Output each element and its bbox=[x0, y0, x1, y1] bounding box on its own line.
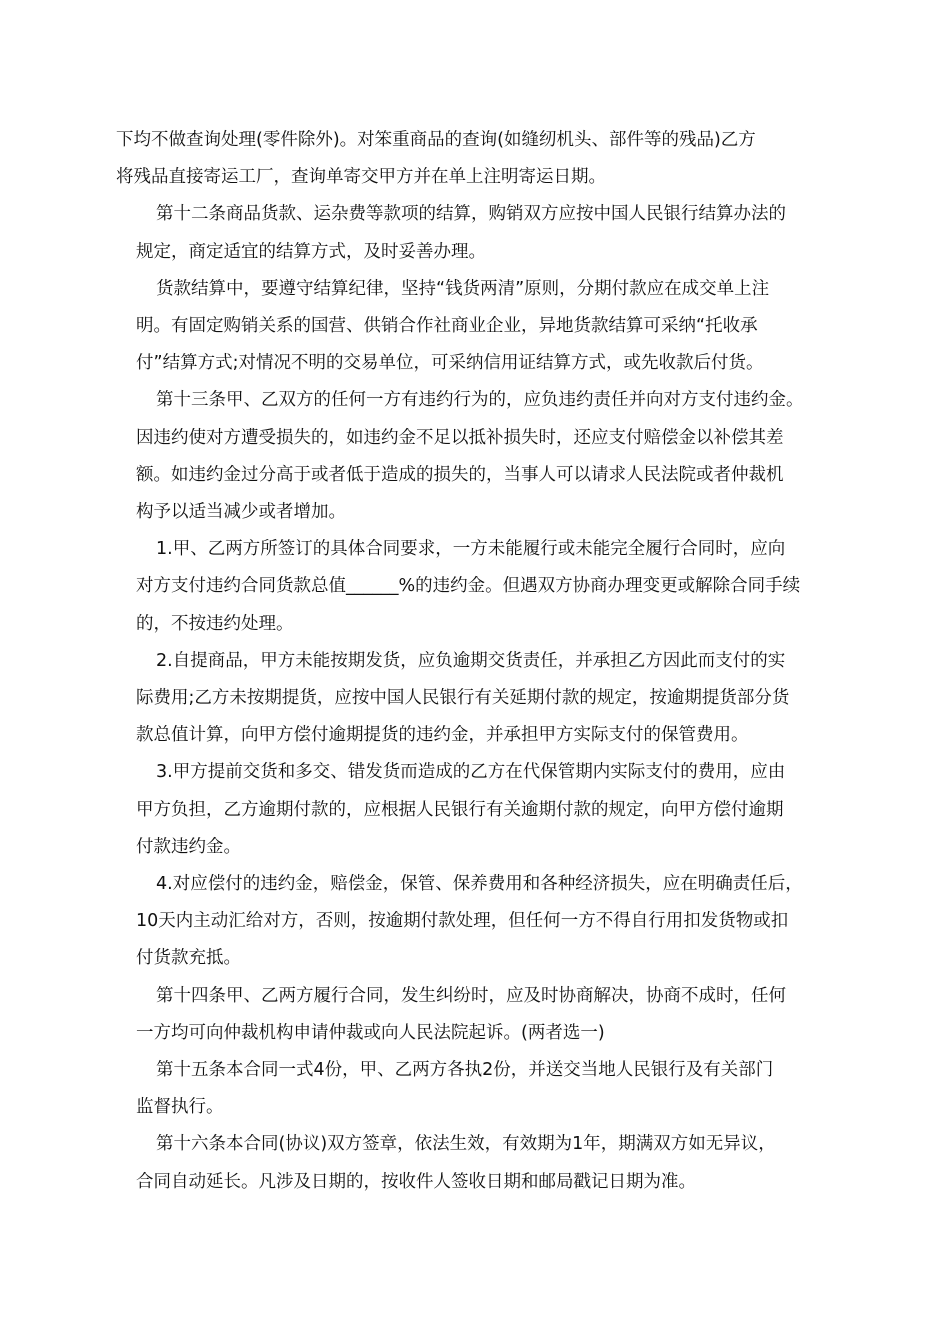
text-line: 第十四条甲、乙两方履行合同，发生纠纷时，应及时协商解决，协商不成时，任何 bbox=[156, 985, 786, 1006]
text-line: 3.甲方提前交货和多交、错发货而造成的乙方在代保管期内实际支付的费用，应由 bbox=[156, 762, 786, 783]
text-line: 际费用;乙方未按期提货，应按中国人民银行有关延期付款的规定，按逾期提货部分货 bbox=[136, 688, 790, 709]
text-line: 甲方负担，乙方逾期付款的，应根据人民银行有关逾期付款的规定，向甲方偿付逾期 bbox=[136, 799, 784, 820]
paragraph bbox=[116, 643, 838, 755]
paragraph bbox=[116, 122, 838, 196]
text-line: 合同自动延长。凡涉及日期的，按收件人签收日期和邮局戳记日期为准。 bbox=[136, 1171, 696, 1192]
text-line: 第十六条本合同(协议)双方签章，依法生效，有效期为1年，期满双方如无异议， bbox=[156, 1134, 776, 1155]
text-line: 第十二条商品货款、运杂费等款项的结算，购销双方应按中国人民银行结算办法的 bbox=[156, 204, 786, 225]
text-line: 第十三条甲、乙双方的任何一方有违约行为的，应负违约责任并向对方支付违约金。 bbox=[156, 390, 804, 411]
paragraph bbox=[116, 1126, 838, 1200]
text-line: 明。有固定购销关系的国营、供销合作社商业企业，异地货款结算可采纳“托收承 bbox=[136, 316, 758, 337]
text-line: 的，不按违约处理。 bbox=[136, 613, 294, 634]
text-line: 货款结算中，要遵守结算纪律，坚持“钱货两清”原则，分期付款应在成交单上注 bbox=[156, 278, 770, 299]
paragraph bbox=[116, 978, 838, 1052]
text-line: 付货款充抵。 bbox=[136, 948, 241, 969]
text-line: 将残品直接寄运工厂，查询单寄交甲方并在单上注明寄运日期。 bbox=[116, 167, 606, 188]
text-line: 4.对应偿付的违约金，赔偿金，保管、保养费用和各种经济损失，应在明确责任后， bbox=[156, 874, 803, 895]
text-line: 下均不做查询处理(零件除外)。对笨重商品的查询(如缝纫机头、部件等的残品)乙方 bbox=[116, 130, 756, 150]
text-line: 款总值计算，向甲方偿付逾期提货的违约金，并承担甲方实际支付的保管费用。 bbox=[136, 725, 749, 746]
text-line: 规定，商定适宜的结算方式，及时妥善办理。 bbox=[136, 241, 486, 262]
text-line: 2.自提商品，甲方未能按期发货，应负逾期交货责任，并承担乙方因此而支付的实 bbox=[156, 650, 786, 671]
paragraph bbox=[116, 754, 838, 866]
text-line: 付”结算方式;对情况不明的交易单位，可采纳信用证结算方式，或先收款后付货。 bbox=[136, 353, 764, 374]
text-line: 构予以适当减少或者增加。 bbox=[136, 502, 346, 523]
text-line: 1.甲、乙两方所签订的具体合同要求，一方未能履行或未能完全履行合同时，应向 bbox=[156, 539, 786, 560]
text-line: 因违约使对方遭受损失的，如违约金不足以抵补损失时，还应支付赔偿金以补偿其差 bbox=[136, 427, 784, 448]
text-line: 一方均可向仲裁机构申请仲裁或向人民法院起诉。(两者选一) bbox=[136, 1022, 605, 1043]
text-line: 监督执行。 bbox=[136, 1097, 224, 1118]
paragraph bbox=[116, 382, 838, 531]
document-body bbox=[116, 122, 838, 1201]
text-line: 付款违约金。 bbox=[136, 836, 241, 857]
paragraph bbox=[116, 271, 838, 383]
paragraph bbox=[116, 1052, 838, 1126]
paragraph bbox=[116, 531, 838, 643]
text-line: 额。如违约金过分高于或者低于造成的损失的，当事人可以请求人民法院或者仲裁机 bbox=[136, 464, 784, 485]
text-line: 10天内主动汇给对方，否则，按逾期付款处理，但任何一方不得自行用扣发货物或扣 bbox=[136, 911, 789, 932]
text-line: 第十五条本合同一式4份，甲、乙两方各执2份，并送交当地人民银行及有关部门 bbox=[156, 1060, 774, 1081]
text-line: 对方支付违约合同货款总值______%的违约金。但遇双方协商办理变更或解除合同手续 bbox=[136, 576, 801, 597]
paragraph bbox=[116, 196, 838, 270]
paragraph bbox=[116, 866, 838, 978]
